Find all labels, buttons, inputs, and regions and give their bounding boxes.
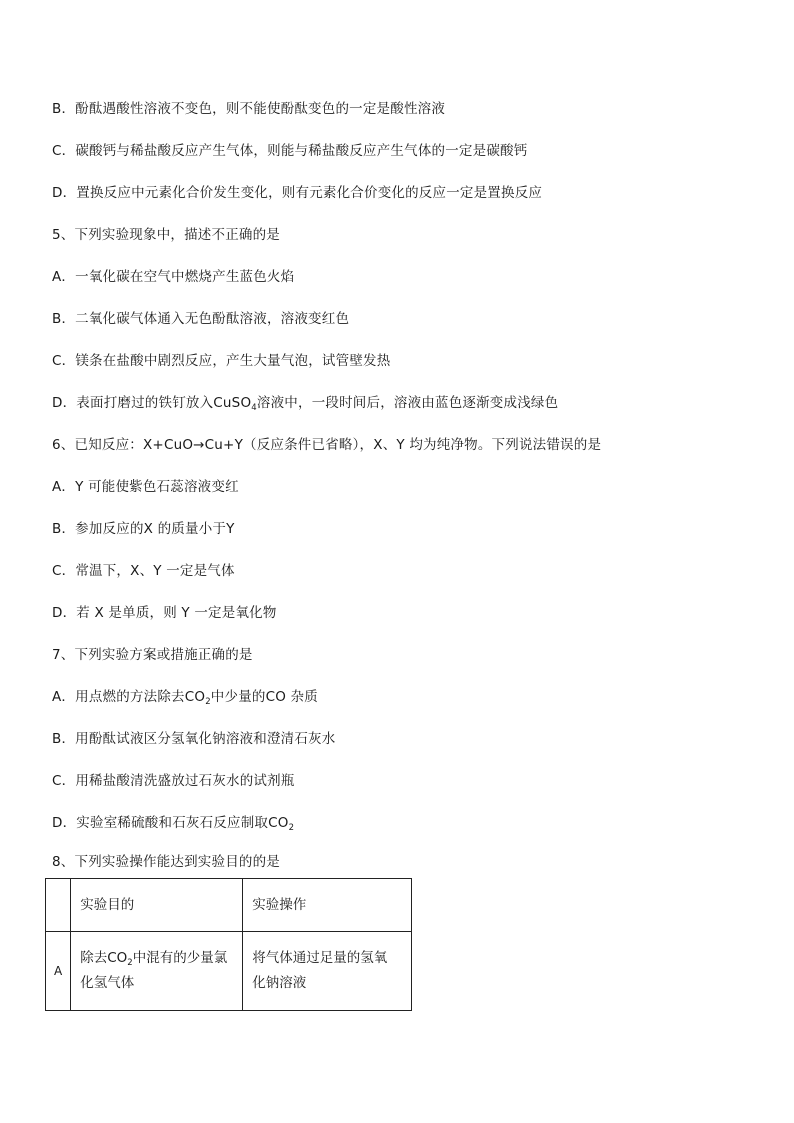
option-d-q5-subscript: 4: [251, 403, 257, 413]
option-a-q6: A．Y 可能使紫色石蕊溶液变红: [52, 479, 239, 495]
option-c-q6: C．常温下，X、Y 一定是气体: [52, 563, 235, 579]
row-purpose-pre: 除去CO: [80, 950, 128, 966]
question-7-stem: 7、下列实验方案或措施正确的是: [52, 647, 253, 663]
option-d-q5-pre: D．表面打磨过的铁钉放入CuSO: [52, 395, 252, 411]
row-purpose-line2: 化氢气体: [80, 975, 135, 991]
experiment-table: [45, 878, 412, 1011]
option-b-q7: B．用酚酞试液区分氢氧化钠溶液和澄清石灰水: [52, 731, 336, 747]
question-8-stem: 8、下列实验操作能达到实验目的的是: [52, 854, 280, 870]
row-purpose-subscript: 2: [127, 958, 133, 968]
option-b-q6: B．参加反应的X 的质量小于Y: [52, 521, 235, 537]
option-d-q4: D．置换反应中元素化合价发生变化，则有元素化合价变化的反应一定是置换反应: [52, 185, 543, 201]
header-cell-purpose: 实验目的: [71, 879, 243, 932]
option-c-q5: C．镁条在盐酸中剧烈反应，产生大量气泡，试管壁发热: [52, 353, 391, 369]
question-6-stem: 6、已知反应：X+CuO→Cu+Y（反应条件已省略），X、Y 均为纯净物。下列说法错误的是: [52, 437, 602, 453]
option-d-q7-pre: D．实验室稀硫酸和石灰石反应制取CO: [52, 815, 289, 831]
option-a-q7-subscript: 2: [205, 697, 211, 707]
option-d-q6: D．若 X 是单质，则 Y 一定是氧化物: [52, 605, 277, 621]
option-c-q7: C．用稀盐酸清洗盛放过石灰水的试剂瓶: [52, 773, 295, 789]
option-a-q7-pre: A．用点燃的方法除去CO: [52, 689, 206, 705]
option-a-q7: [52, 687, 318, 707]
option-d-q5-post: 溶液中，一段时间后，溶液由蓝色逐渐变成浅绿色: [256, 395, 559, 411]
table-header-row: [46, 879, 412, 932]
option-d-q7-subscript: 2: [288, 823, 295, 833]
option-a-q5: A．一氧化碳在空气中燃烧产生蓝色火焰: [52, 269, 295, 285]
question-5-stem: 5、下列实验现象中，描述不正确的是: [52, 227, 280, 243]
row-operation-line2: 化钠溶液: [252, 975, 307, 991]
row-purpose: [71, 932, 243, 1011]
row-label: A: [46, 932, 71, 1011]
option-d-q7: [52, 813, 294, 833]
option-b-q4: B．酚酞遇酸性溶液不变色，则不能使酚酞变色的一定是酸性溶液: [52, 101, 446, 117]
header-cell-index: [46, 879, 71, 932]
header-cell-operation: 实验操作: [243, 879, 412, 932]
row-operation-line1: 将气体通过足量的氢氧: [252, 950, 388, 966]
option-d-q5: [52, 393, 558, 413]
option-b-q5: B．二氧化碳气体通入无色酚酞溶液，溶液变红色: [52, 311, 350, 327]
row-purpose-line1: [80, 946, 233, 971]
table-row: [46, 932, 412, 1011]
option-c-q4: C．碳酸钙与稀盐酸反应产生气体，则能与稀盐酸反应产生气体的一定是碳酸钙: [52, 143, 528, 159]
row-purpose-post: 中混有的少量氯: [132, 950, 228, 966]
option-a-q7-post: 中少量的CO 杂质: [210, 689, 318, 705]
row-operation: [243, 932, 412, 1011]
